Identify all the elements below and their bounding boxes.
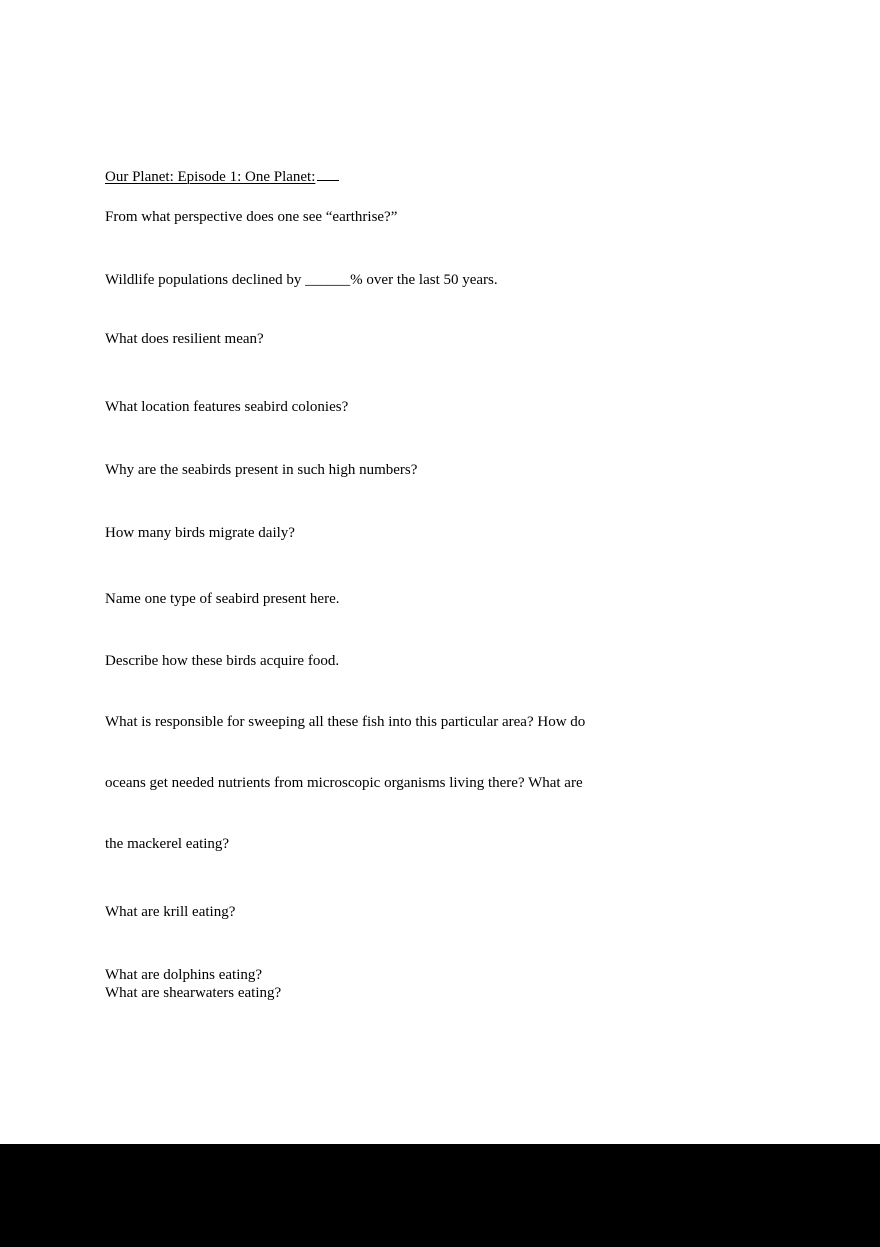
question-sweeping-fish: What is responsible for sweeping all these fish into this particular area? How do [105,714,586,730]
question-krill: What are krill eating? [105,904,236,920]
question-seabird-location: What location features seabird colonies? [105,399,349,415]
bottom-black-bar [0,1144,880,1247]
question-dolphins: What are dolphins eating? [105,967,263,983]
question-mackerel: the mackerel eating? [105,836,230,852]
worksheet-title-text: Our Planet: Episode 1: One Planet: [105,169,316,185]
question-seabird-type: Name one type of seabird present here. [105,591,340,607]
question-resilient: What does resilient mean? [105,331,264,347]
question-acquire-food: Describe how these birds acquire food. [105,653,340,669]
title-blank-line [317,167,339,181]
question-earthrise: From what perspective does one see “earthrise?” [105,209,398,225]
question-shearwaters: What are shearwaters eating? [105,985,282,1001]
question-ocean-nutrients: oceans get needed nutrients from microscopic organisms living there? What are [105,775,583,791]
question-birds-migrate: How many birds migrate daily? [105,525,295,541]
question-wildlife-decline: Wildlife populations declined by ______% over the last 50 years. [105,272,498,288]
worksheet-title [105,167,339,186]
question-seabird-numbers: Why are the seabirds present in such high numbers? [105,462,418,478]
